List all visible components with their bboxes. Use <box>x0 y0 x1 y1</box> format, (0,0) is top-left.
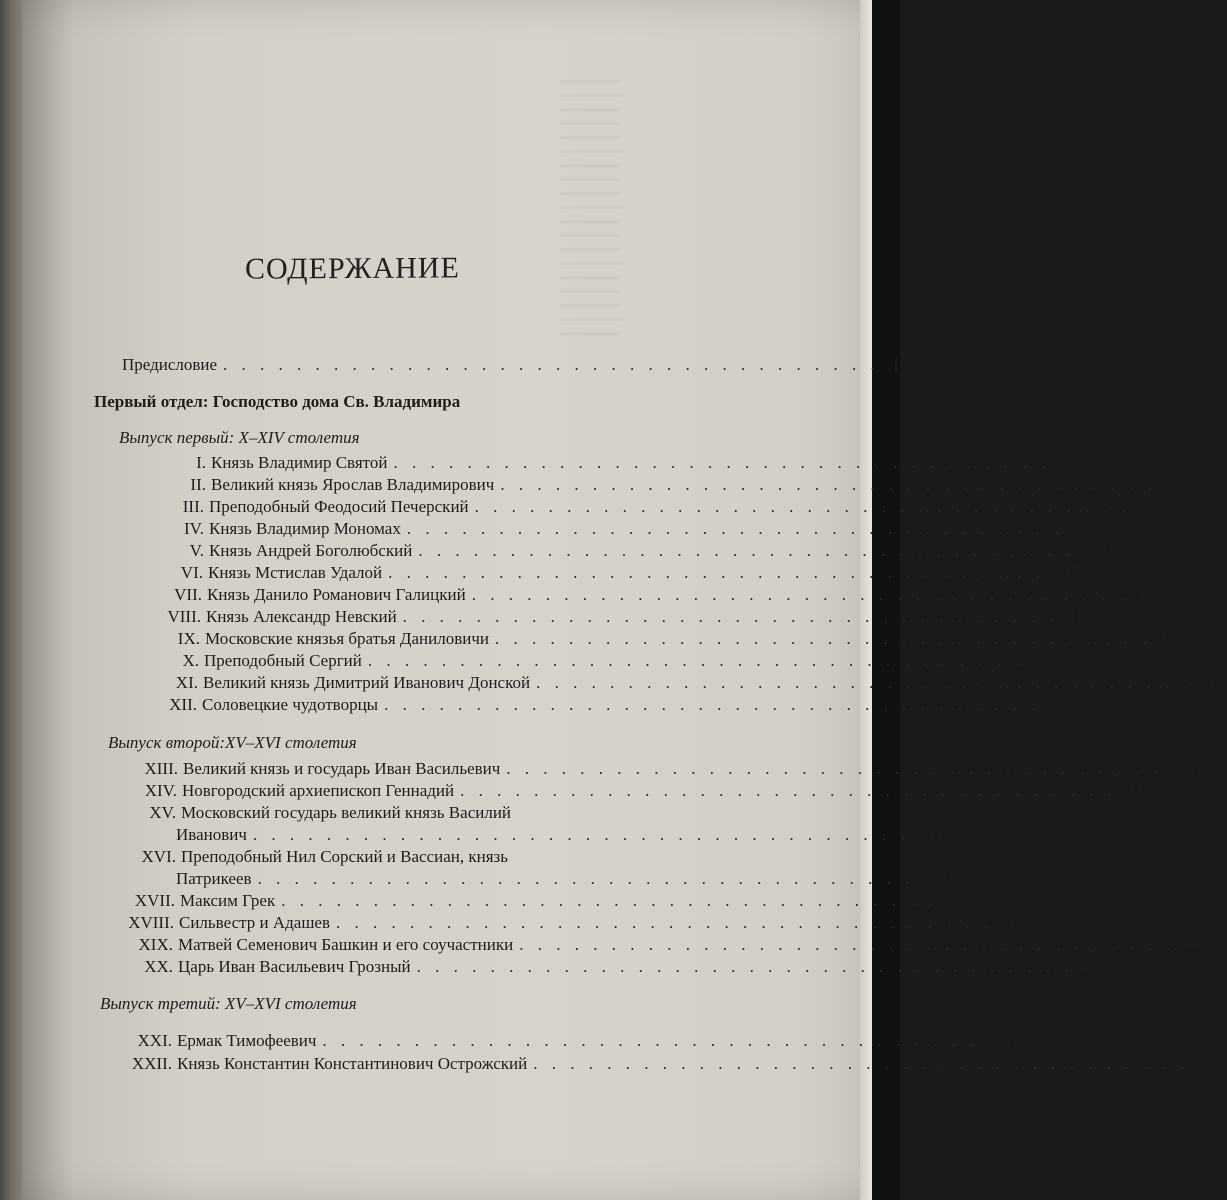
toc-entry-page: 39 <box>1080 519 1098 538</box>
toc-entry-number: XX. <box>144 957 173 976</box>
issue-heading: Выпуск третий: XV–XVI столетия <box>100 994 357 1013</box>
toc-entry-number: X. <box>182 651 199 670</box>
toc-entry-page: 241 <box>1171 759 1198 778</box>
toc-entry-page: 371 <box>922 869 949 888</box>
toc-entry-number: XVI. <box>141 847 176 866</box>
toc-entry-text: Великий князь Димитрий Иванович Донской <box>203 673 531 692</box>
toc-entry-text: Соловецкие чудотворцы <box>202 695 379 714</box>
toc-entry-number: VII. <box>174 585 202 604</box>
page-title: СОДЕРЖАНИЕ <box>245 251 460 286</box>
toc-entry-number: XXII. <box>131 1054 172 1073</box>
toc-entry <box>106 584 1163 606</box>
toc-entry-number: XIII. <box>144 759 178 778</box>
leader-dots: . . . . . . . . . . . . . . . . . . . . . . . . . . . . . . . . . . . . <box>388 563 1045 582</box>
toc-entry <box>72 1030 1014 1052</box>
toc-entry-page: 171 <box>1160 629 1186 648</box>
toc-entry-number: XI. <box>175 673 198 692</box>
leader-dots: . . . . . . . . . . . . . . . . . . . . . . . . . . . . . . . . . . . . <box>418 541 1076 560</box>
leader-dots: . . . . . . . . . . . . . . . . . . . . . . . . . . . . . . . . . . . . <box>223 355 880 374</box>
toc-entry-page: 311 <box>1125 781 1151 800</box>
toc-entry <box>77 934 1210 956</box>
toc-entry <box>80 802 640 824</box>
toc-entry-number: XIX. <box>138 935 173 954</box>
leader-dots: . . . . . . . . . . . . . . . . . . . . . . . . . . . . . . . . . . . . <box>384 695 1041 714</box>
toc-entry-text: Преподобный Феодосий Печерский <box>209 497 469 516</box>
leader-dots: . . . . . . . . . . . . . . . . . . . . . . . . . . . . . . . . . . . . <box>495 629 1152 648</box>
leader-dots: . . . . . . . . . . . . . . . . . . . . . . . . . . . . . . . . . . . . <box>519 935 1176 954</box>
toc-entry-page: 71 <box>1092 541 1110 560</box>
leader-dots: . . . . . . . . . . . . . . . . . . . . . . . . . . . . . . . . . . . . <box>506 759 1164 778</box>
toc-entry-text: Московские князья братья Даниловичи <box>205 629 489 648</box>
leader-dots: . . . . . . . . . . . . . . . . . . . . . . . . . . . . . . . . . . . . <box>474 497 1132 516</box>
toc-entry <box>104 628 1186 650</box>
toc-entry-number: XVII. <box>134 891 175 910</box>
toc-entry-page: 9 <box>1182 475 1192 494</box>
toc-entry <box>72 1053 1224 1075</box>
toc-entry-text: Царь Иван Васильевич Грозный <box>178 957 411 976</box>
toc-entry-text: Князь Владимир Мономах <box>209 519 401 538</box>
toc-entry-continuation <box>176 824 944 846</box>
toc-entry-text: Князь Андрей Боголюбский <box>209 541 413 560</box>
toc-entry-number: XIV. <box>144 781 177 800</box>
issue-heading: Выпуск второй:XV–XVI столетия <box>108 733 357 752</box>
toc-entry-page: 405 <box>1001 913 1027 932</box>
toc-entry-number: III. <box>182 497 204 516</box>
leader-dots: . . . . . . . . . . . . . . . . . . . . . . . . . . . . . . . . . . . . <box>335 913 993 932</box>
toc-entry-text: Преподобный Нил Сорский и Вассиан, князь <box>181 847 509 866</box>
toc-entry-text: Патрикеев <box>176 869 252 888</box>
toc-entry <box>79 890 972 912</box>
toc-entry-page: 23 <box>1148 497 1166 516</box>
toc-entry-number: VI. <box>180 563 203 582</box>
toc-entry <box>108 540 1110 562</box>
toc-entry-number: V. <box>189 541 204 560</box>
leader-dots: . . . . . . . . . . . . . . . . . . . . . . . . . . . . . . . . . . . . <box>536 673 1193 692</box>
toc-entry-number: XII. <box>169 695 197 714</box>
leader-dots: . . . . . . . . . . . . . . . . . . . . . . . . . . . . . . . . . . . . <box>393 453 1051 472</box>
toc-entry <box>110 474 1192 496</box>
toc-entry-page: 521 <box>987 1031 1014 1050</box>
leader-dots: . . . . . . . . . . . . . . . . . . . . . . . . . . . . . . . . . . . . <box>402 607 1060 626</box>
toc-entry-text: Преподобный Сергий <box>204 651 362 670</box>
toc-entry-number: I. <box>196 453 206 472</box>
toc-entry-text: Великий князь Ярослав Владимирович <box>211 475 495 494</box>
toc-entry-page: 1 <box>1075 453 1085 472</box>
toc-entry-text: Князь Константин Константинович Острожский <box>177 1054 528 1073</box>
leader-dots: . . . . . . . . . . . . . . . . . . . . . . . . . . . . . . . . . . . . <box>533 1054 1190 1073</box>
toc-entry-text: Ермак Тимофеевич <box>177 1031 317 1050</box>
toc-entry <box>108 518 1098 540</box>
leader-dots: . . . . . . . . . . . . . . . . . . . . . . . . . . . . . . . . . . . . <box>281 891 938 910</box>
toc-entry-page: [5] <box>893 355 914 374</box>
toc-entry-number: IV. <box>184 519 204 538</box>
toc-entry-page: 535 <box>1198 1054 1224 1073</box>
leader-dots: . . . . . . . . . . . . . . . . . . . . . . . . . . . . . . . . . . . . <box>367 651 1025 670</box>
toc-entry <box>107 562 1079 584</box>
toc-entry-preface <box>122 354 914 376</box>
toc-entry-text: Князь Мстислав Удалой <box>208 563 383 582</box>
toc-entry-text: Максим Грек <box>180 891 276 910</box>
leader-dots: . . . . . . . . . . . . . . . . . . . . . . . . . . . . . . . . . . . . <box>500 475 1158 494</box>
toc-entry-text: Новгородский архиепископ Геннадий <box>182 781 455 800</box>
toc-entry-text: Предисловие <box>122 355 218 374</box>
toc-entry <box>78 912 1027 934</box>
toc-entry-text: Сильвестр и Адашев <box>179 913 330 932</box>
toc-entry-text: Матвей Семенович Башкин и его соучастники <box>178 935 514 954</box>
toc-entry-page: 97 <box>1061 563 1079 582</box>
toc-entry-number: XXI. <box>137 1031 172 1050</box>
section-heading: Первый отдел: Господство дома Св. Владимира <box>94 392 461 411</box>
toc-entry-page: 385 <box>946 891 972 910</box>
toc-entry <box>102 672 1227 694</box>
toc-entry-number: XV. <box>149 803 176 822</box>
leader-dots: . . . . . . . . . . . . . . . . . . . . . . . . . . . . . . . . . . . . <box>460 781 1117 800</box>
toc-entry <box>103 650 1059 672</box>
toc-entry-page: 457 <box>1081 957 1108 976</box>
toc-entry-page: 341 <box>918 825 944 844</box>
toc-entry-page: 123 <box>1136 585 1163 604</box>
toc-entry-text: Князь Владимир Святой <box>211 453 388 472</box>
toc-entry <box>110 452 1085 474</box>
toc-entry-number: IX. <box>177 629 200 648</box>
toc-entry-text: Иванович <box>176 825 247 844</box>
toc-entry-text: Великий князь и государь Иван Васильевич <box>183 759 501 778</box>
toc-entry-number: XVIII. <box>128 913 174 932</box>
toc-entry-page: 195 <box>1033 651 1059 670</box>
toc-entry <box>82 758 1198 780</box>
toc-entry-number: II. <box>190 475 206 494</box>
toc-entry <box>81 780 1151 802</box>
toc-entry <box>105 606 1094 628</box>
leader-dots: . . . . . . . . . . . . . . . . . . . . . . . . . . . . . . . . . . . . <box>471 585 1129 604</box>
toc-entry <box>77 956 1108 978</box>
toc-entry-number: VIII. <box>167 607 201 626</box>
toc-entry <box>101 694 1075 716</box>
toc-entry-continuation <box>176 868 949 890</box>
toc-entry-page: 153 <box>1067 607 1094 626</box>
leader-dots: . . . . . . . . . . . . . . . . . . . . . . . . . . . . . . . . . . . . <box>322 1031 980 1050</box>
toc-entry-page: 447 <box>1184 935 1210 954</box>
toc-entry-text: Московский государь великий князь Василий <box>181 803 512 822</box>
leader-dots: . . . . . . . . . . . . . . . . . . . . . . . . . . . . . . . . . . . . <box>406 519 1064 538</box>
toc-entry-page: 205 <box>1201 673 1227 692</box>
toc-entry <box>80 846 640 868</box>
leader-dots: . . . . . . . . . . . . . . . . . . . . . . . . . . . . . . . . . . . . <box>257 869 915 888</box>
leader-dots: . . . . . . . . . . . . . . . . . . . . . . . . . . . . . . . . . . . . <box>416 957 1074 976</box>
toc-entry <box>108 496 1166 518</box>
leader-dots: . . . . . . . . . . . . . . . . . . . . . . . . . . . . . . . . . . . . <box>252 825 910 844</box>
issue-heading: Выпуск первый: X–XIV столетия <box>119 428 360 447</box>
toc-entry-page: 235 <box>1049 695 1075 714</box>
toc-entry-text: Князь Данило Романович Галицкий <box>207 585 466 604</box>
toc-entry-text: Князь Александр Невский <box>206 607 397 626</box>
